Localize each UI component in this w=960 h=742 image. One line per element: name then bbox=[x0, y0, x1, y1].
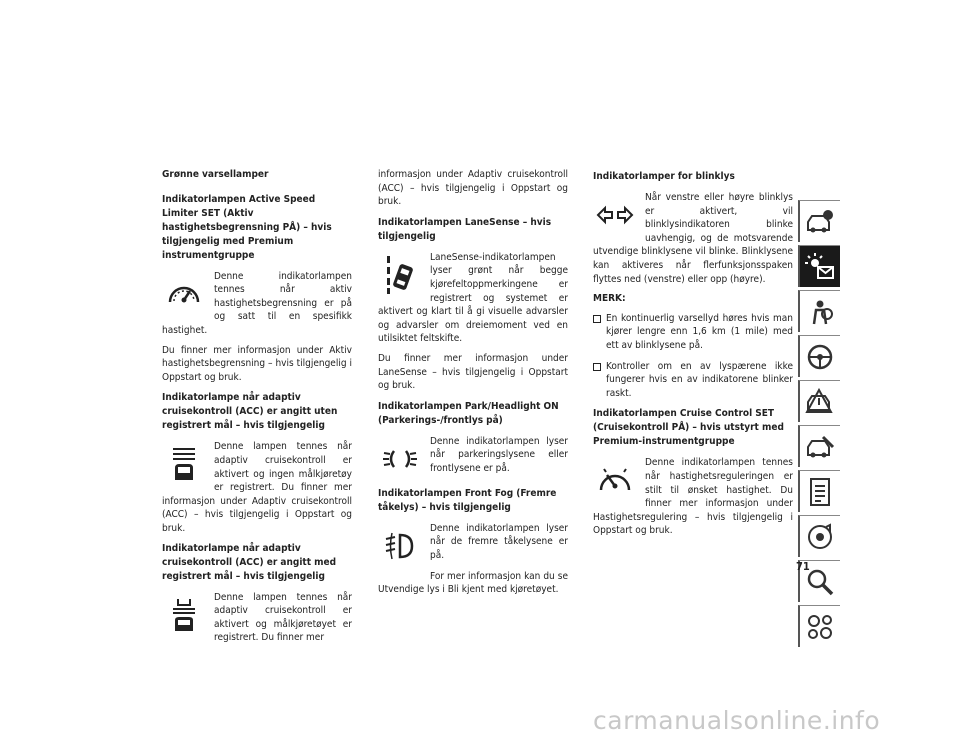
indicator-block bbox=[378, 522, 568, 568]
column-middle bbox=[378, 168, 568, 604]
indicator-block bbox=[593, 456, 793, 538]
paragraph: Du finner mer informasjon under LaneSense – hvis tilgjengelig i Oppstart og bruk. bbox=[378, 352, 568, 392]
cruise-control-icon bbox=[593, 458, 637, 502]
indicator-block bbox=[162, 270, 352, 338]
watermark: carmanualsonline.info bbox=[593, 706, 881, 735]
tab-airbag-safety-icon[interactable] bbox=[798, 290, 840, 332]
note-bullet bbox=[593, 312, 793, 353]
tab-languages-icon[interactable] bbox=[798, 605, 840, 647]
indicator-block bbox=[593, 191, 793, 286]
chapter-tabs bbox=[798, 200, 840, 650]
acc-no-target-icon bbox=[162, 442, 206, 486]
tab-car-service-icon[interactable] bbox=[798, 425, 840, 467]
paragraph: For mer informasjon kan du se Utvendige lys i Bli kjent med kjøretøyet. bbox=[378, 570, 568, 596]
heading-acc-target: Indikatorlampe når adaptiv cruisekontroll (ACC) er angitt med registrert mål – hvis tilgjengelig bbox=[162, 542, 337, 582]
paragraph: informasjon under Adaptiv cruisekontroll (ACC) – hvis tilgjengelig i Oppstart og bruk. bbox=[378, 169, 568, 208]
bullet-text: Kontroller om en av lyspærene ikke fungerer hvis en av indikatorene blinker raskt. bbox=[606, 360, 793, 399]
heading-turn-signals: Indikatorlamper for blinklys bbox=[593, 171, 735, 182]
indicator-block bbox=[378, 435, 568, 481]
bullet-box-icon bbox=[593, 315, 601, 323]
front-fog-icon bbox=[378, 524, 422, 568]
indicator-text: Denne indikatorlampen tennes når aktiv hastighetsbegrensning er på og satt til en spesifikk hastighet. bbox=[162, 270, 352, 336]
park-light-icon bbox=[378, 437, 422, 481]
tab-steering-wheel-icon[interactable] bbox=[798, 335, 840, 377]
paragraph: Du finner mer informasjon under Aktiv hastighetsbegrensning – hvis tilgjengelig i Oppstart og bruk. bbox=[162, 344, 352, 383]
indicator-text: Denne lampen tennes når adaptiv cruisekontroll er aktivert og ingen målkjøretøy er registrert. Du finner mer informasjon under Adaptiv cruisekontroll (ACC) – hvis tilgjengelig i Oppstart og bruk. bbox=[162, 441, 352, 534]
heading-park-headlight: Indikatorlampen Park/Headlight ON (Parkerings-/frontlys på) bbox=[378, 400, 559, 426]
indicator-text: Denne indikatorlampen tennes når hastighetsreguleringen er stilt til ønsket hastighet. Du finner mer informasjon under Hastighetsregulering – hvis tilgjengelig i Oppstart og bruk. bbox=[593, 457, 793, 537]
indicator-text: LaneSense-indikatorlampen lyser grønt når begge kjørefeltoppmerkingene er registrert og systemet er aktivert og klart til å gi visuelle advarsler og advarsler om dreiemoment ved en utilsiktet feltskifte. bbox=[378, 251, 568, 345]
page-number: 71 bbox=[796, 560, 810, 573]
tab-multimedia-icon[interactable] bbox=[798, 515, 840, 557]
bullet-box-icon bbox=[593, 363, 601, 371]
acc-target-icon bbox=[162, 593, 206, 637]
tab-emergency-icon[interactable] bbox=[798, 380, 840, 422]
indicator-text: Denne indikatorlampen lyser når de fremre tåkelysene er på. bbox=[430, 522, 568, 561]
heading-cruise-control: Indikatorlampen Cruise Control SET (Cruisekontroll PÅ) – hvis utstyrt med Premium-instrumentgruppe bbox=[593, 408, 784, 448]
speed-limiter-icon bbox=[162, 272, 206, 316]
indicator-text: Denne lampen tennes når adaptiv cruisekontroll er aktivert og målkjøretøyet er registrert. Du finner mer bbox=[214, 591, 352, 644]
turn-signal-icon bbox=[593, 193, 637, 237]
note-label: MERK: bbox=[593, 293, 626, 305]
tab-dashboard-lights-icon[interactable] bbox=[798, 245, 840, 287]
heading-lanesense: Indikatorlampen LaneSense – hvis tilgjengelig bbox=[378, 216, 552, 242]
indicator-text: Når venstre eller høyre blinklys er aktivert, vil blinklysindikatoren blinke uavhengig, og de motsvarende utvendige blinklysene vil blinke. Blinklysene kan aktiveres når flerfunksjonsspaken flyttes ned (venstre) eller opp (høyre). bbox=[593, 192, 793, 285]
tab-car-info-icon[interactable] bbox=[798, 200, 840, 242]
section-title: Grønne varsellamper bbox=[162, 169, 269, 180]
heading-acc-no-target: Indikatorlampe når adaptiv cruisekontroll (ACC) er angitt uten registrert mål – hvis tilgjengelig bbox=[162, 392, 338, 432]
column-right bbox=[593, 168, 793, 544]
note-bullet bbox=[593, 360, 793, 401]
indicator-text: Denne indikatorlampen lyser når parkeringslysene eller frontlysene er på. bbox=[430, 435, 568, 474]
lanesense-icon bbox=[378, 253, 422, 297]
indicator-block bbox=[162, 440, 352, 535]
heading-active-speed-limiter: Indikatorlampen Active Speed Limiter SET (Aktiv hastighetsbegrensning PÅ) – hvis tilgjengelig med Premium instrumentgruppe bbox=[162, 193, 332, 261]
bullet-text: En kontinuerlig varsellyd høres hvis man kjører lengre enn 1,6 km (1 mile) med ett av blinklysene på. bbox=[606, 312, 793, 351]
indicator-block bbox=[162, 591, 352, 645]
heading-front-fog: Indikatorlampen Front Fog (Fremre tåkelys) – hvis tilgjengelig bbox=[378, 487, 557, 513]
indicator-block bbox=[378, 251, 568, 346]
column-left bbox=[162, 168, 352, 651]
tab-specifications-icon[interactable] bbox=[798, 470, 840, 512]
